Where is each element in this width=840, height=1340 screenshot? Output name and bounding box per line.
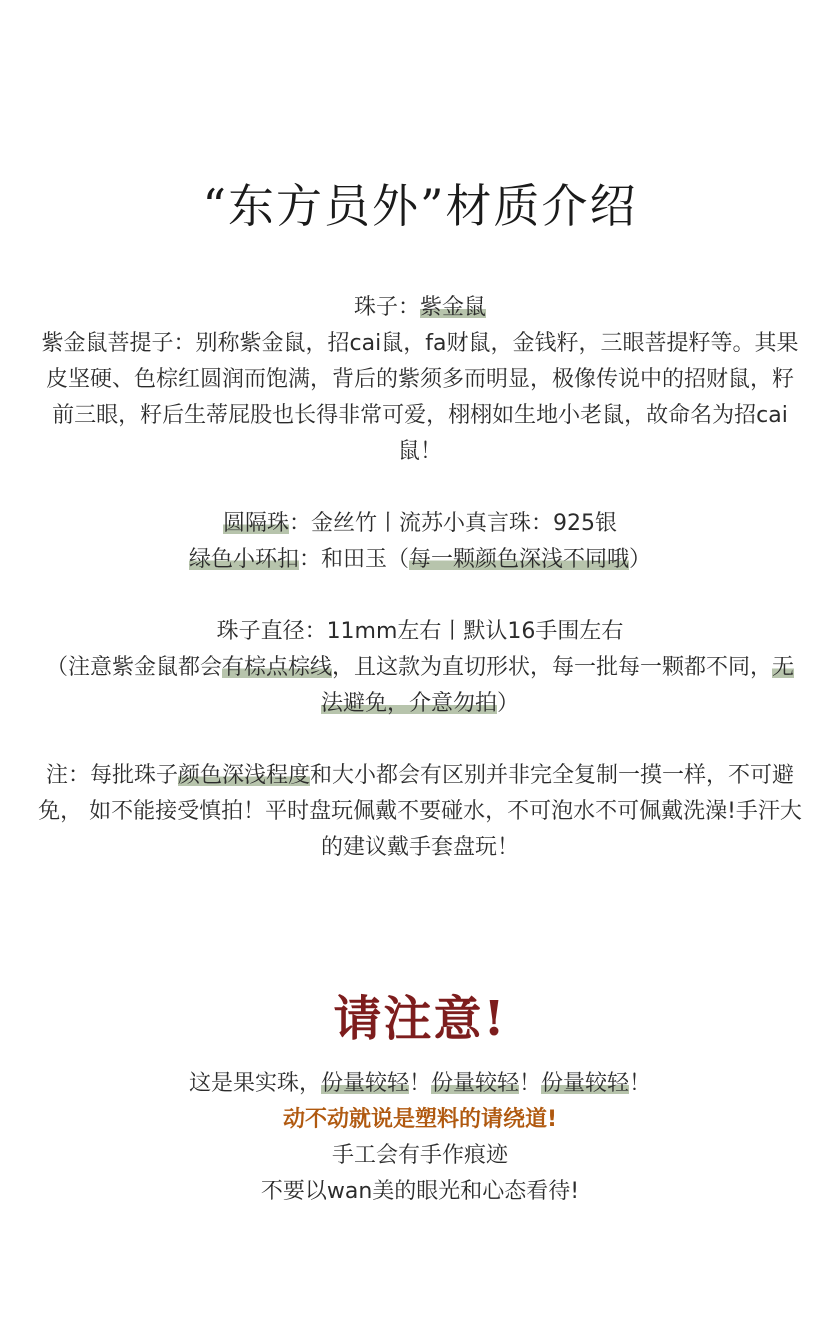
page-title: “东方员外”材质介绍 bbox=[202, 179, 638, 233]
ring-close: ） bbox=[629, 547, 652, 572]
size-note-highlight: 有棕点棕线 bbox=[221, 655, 332, 680]
size-note-a: （注意紫金鼠都会 bbox=[45, 655, 222, 680]
bead-label: 珠子： bbox=[353, 295, 420, 320]
exclaim-3: ！ bbox=[629, 1071, 652, 1096]
notice-line-1-prefix: 这是果实珠， bbox=[188, 1071, 321, 1096]
size-note bbox=[36, 650, 804, 722]
size-note-b: ，且这款为直切形状，每一批每一颗都不同， bbox=[332, 655, 773, 680]
ring-label: 绿色小环扣 bbox=[188, 547, 299, 572]
care-note bbox=[36, 758, 804, 866]
weight-note-2: 份量较轻 bbox=[430, 1071, 519, 1096]
ring-line bbox=[36, 542, 804, 578]
notice-line-2: 动不动就说是塑料的请绕道! bbox=[282, 1107, 558, 1132]
ring-colon: ：和田玉（ bbox=[298, 547, 409, 572]
notice-line-3: 手工会有手作痕迹 bbox=[331, 1143, 508, 1168]
bead-line bbox=[36, 290, 804, 326]
notice-title: 请注意! bbox=[333, 991, 507, 1047]
notice-line-1 bbox=[36, 1066, 804, 1102]
weight-note-3: 份量较轻 bbox=[541, 1071, 630, 1096]
ring-note: 每一颗颜色深浅不同哦 bbox=[409, 547, 630, 572]
care-note-highlight: 颜色深浅程度 bbox=[177, 763, 310, 788]
care-note-b: 和大小都会有区别并非完全复制一摸一样，不可避免， 如不能接受慎拍！平时盘玩佩戴不要碰水，不可泡水不可佩戴洗澡!手汗大的建议戴手套盘玩！ bbox=[38, 763, 802, 860]
spacer-value: ：金丝竹丨流苏小真言珠：925银 bbox=[289, 511, 617, 536]
spacer-line bbox=[36, 506, 804, 542]
bead-value: 紫金鼠 bbox=[420, 295, 487, 320]
size-note-c: ） bbox=[497, 691, 520, 716]
care-note-a: 注：每批珠子 bbox=[45, 763, 178, 788]
exclaim-2: ！ bbox=[519, 1071, 542, 1096]
exclaim-1: ！ bbox=[408, 1071, 431, 1096]
size-line: 珠子直径：11mm左右丨默认16手围左右 bbox=[216, 619, 624, 644]
size-note-highlight-2: 无法避免，介意勿拍 bbox=[320, 655, 795, 716]
bead-description: 紫金鼠菩提子：别称紫金鼠，招cai鼠，fa财鼠，金钱籽，三眼菩提籽等。其果皮坚硬、色棕红圆润而饱满，背后的紫须多而明显，极像传说中的招财鼠，籽前三眼，籽后生蒂屁股也长得非常可爱，栩栩如生地小老鼠，故命名为招cai鼠！ bbox=[41, 331, 799, 464]
weight-note-1: 份量较轻 bbox=[320, 1071, 409, 1096]
notice-line-4: 不要以wan美的眼光和心态看待! bbox=[260, 1179, 580, 1204]
spacer-label: 圆隔珠 bbox=[222, 511, 289, 536]
